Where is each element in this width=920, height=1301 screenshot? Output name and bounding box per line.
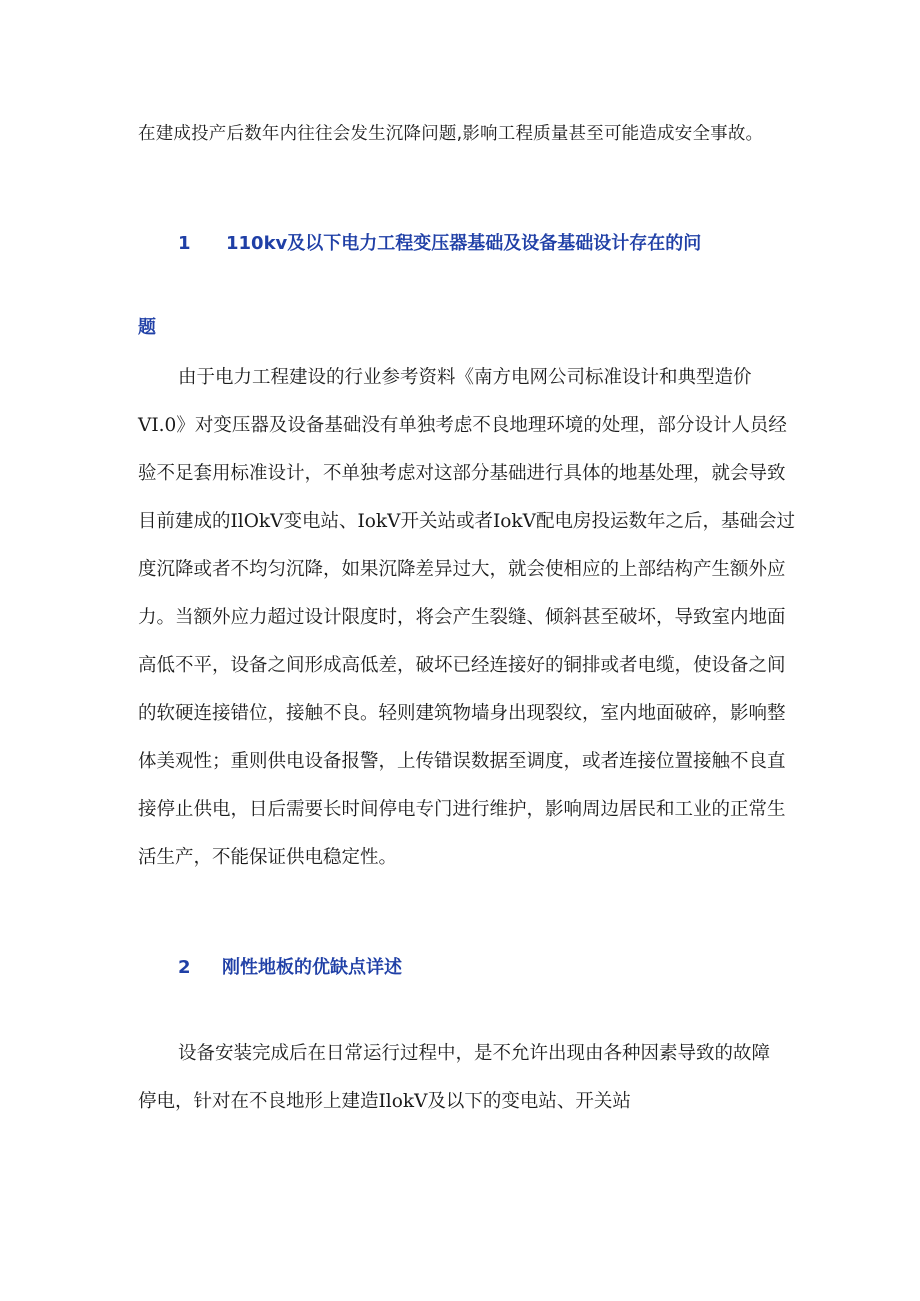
paragraph-line: 验不足套用标准设计，不单独考虑对这部分基础进行具体的地基处理，就会导致: [138, 463, 786, 484]
paragraph-line: 接停止供电，日后需要长时间停电专门进行维护，影响周边居民和工业的正常生: [138, 799, 786, 820]
paragraph-line: 设备安装完成后在日常运行过程中，是不允许出现由各种因素导致的故障: [178, 1043, 771, 1064]
section-1-title-line2: 题: [138, 317, 156, 338]
paragraph-line: 力。当额外应力超过设计限度时，将会产生裂缝、倾斜甚至破坏，导致室内地面: [138, 607, 786, 628]
paragraph-line: 目前建成的IlOkV变电站、IokV开关站或者IokV配电房投运数年之后，基础会过: [138, 511, 795, 532]
paragraph-line: 度沉降或者不均匀沉降，如果沉降差异过大，就会使相应的上部结构产生额外应: [138, 559, 786, 580]
section-2-number: 2: [178, 957, 191, 978]
paragraph-line: 体美观性；重则供电设备报警，上传错误数据至调度，或者连接位置接触不良直: [138, 751, 786, 772]
section-1-title-line1: 110kv及以下电力工程变压器基础及设备基础设计存在的问: [226, 233, 702, 254]
paragraph-line: VI.0》对变压器及设备基础没有单独考虑不良地理环境的处理，部分设计人员经: [138, 415, 787, 436]
paragraph-line: 由于电力工程建设的行业参考资料《南方电网公司标准设计和典型造价: [178, 367, 752, 388]
intro-line: 在建成投产后数年内往往会发生沉降问题,影响工程质量甚至可能造成安全事故。: [138, 124, 764, 144]
paragraph-line: 高低不平，设备之间形成高低差，破坏已经连接好的铜排或者电缆，使设备之间: [138, 655, 786, 676]
paragraph-line: 活生产，不能保证供电稳定性。: [138, 847, 398, 868]
section-1-number: 1: [178, 233, 191, 254]
paragraph-line: 的软硬连接错位，接触不良。轻则建筑物墙身出现裂纹，室内地面破碎，影响整: [138, 703, 786, 724]
section-2-heading: [178, 956, 478, 980]
paragraph-line: 停电，针对在不良地形上建造IlokV及以下的变电站、开关站: [138, 1091, 631, 1112]
section-2-title: 刚性地板的优缺点详述: [222, 957, 402, 978]
section-1-heading: [178, 232, 738, 256]
